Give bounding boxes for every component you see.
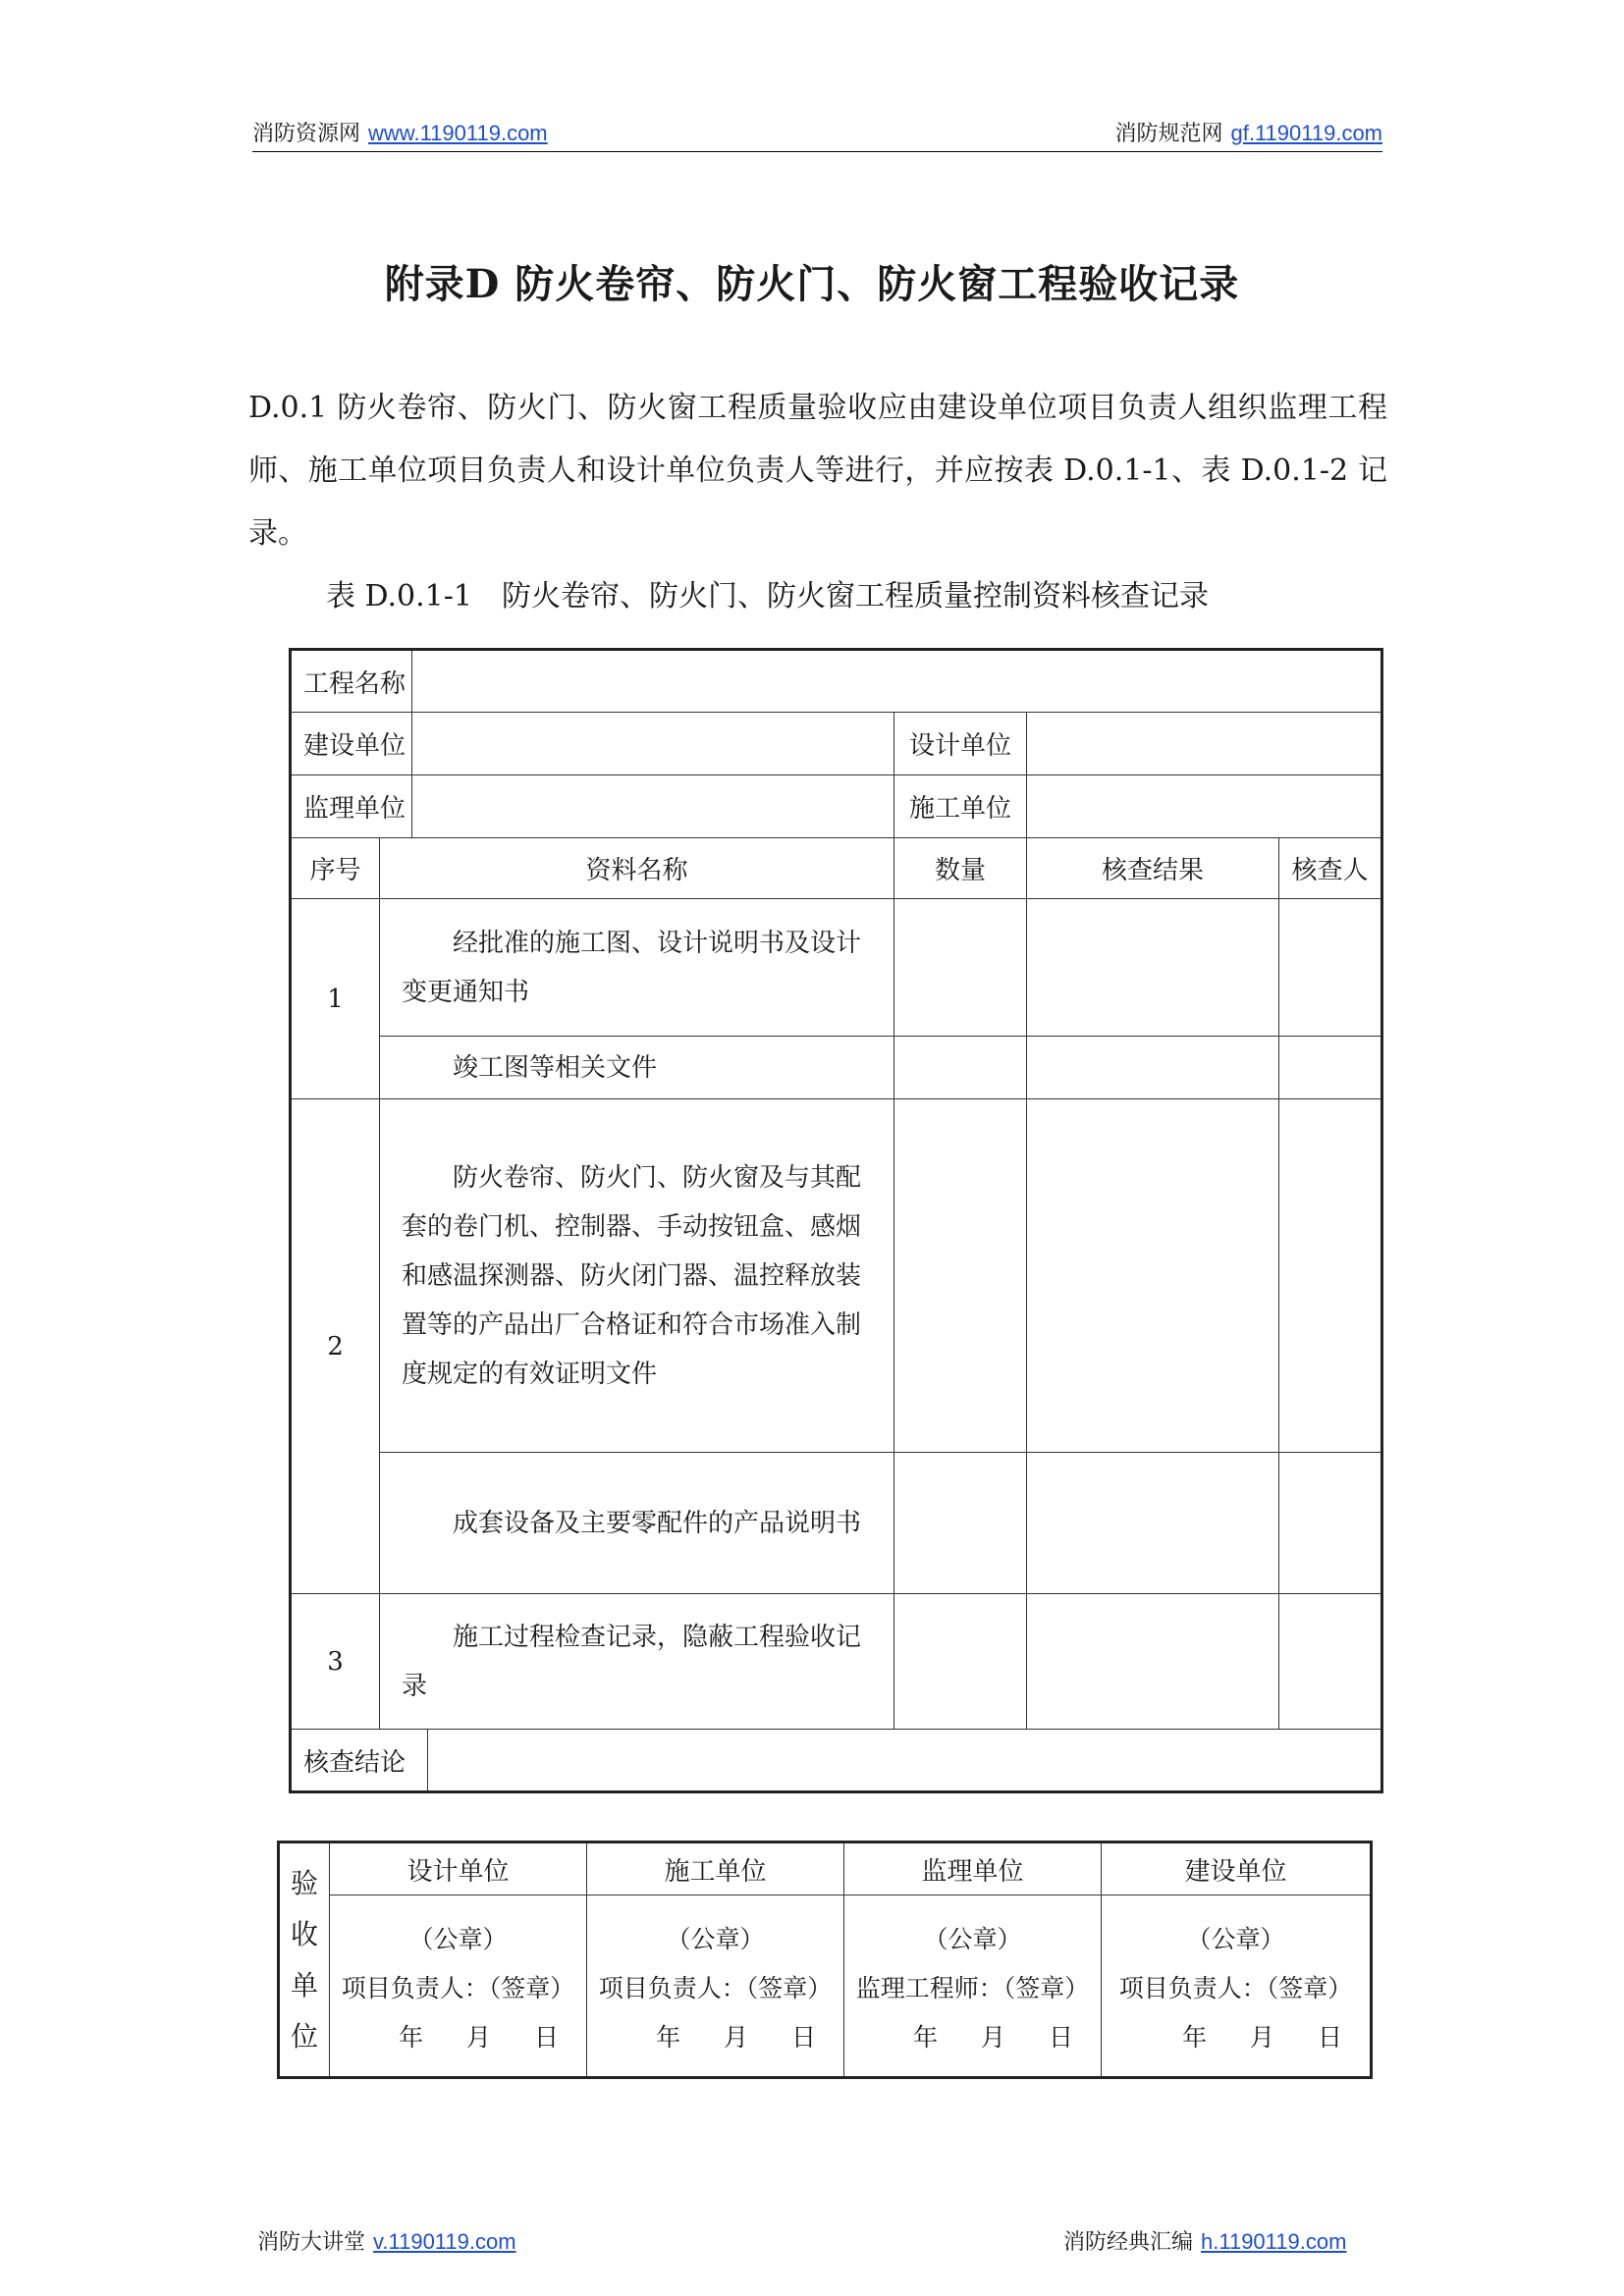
table-row	[291, 1037, 1382, 1099]
supervision-unit-label: 监理单位	[291, 775, 412, 838]
construction-unit-label: 建设单位	[291, 713, 412, 775]
footer-right-link[interactable]: h.1190119.com	[1201, 2229, 1347, 2254]
header-right	[1114, 117, 1382, 147]
acceptance-units-table	[277, 1841, 1373, 2079]
header-right-name: 消防规范网	[1114, 122, 1223, 146]
signer-text: 项目负责人：（签章）	[341, 1974, 575, 2002]
checker-cell[interactable]	[1279, 1594, 1382, 1730]
unit-design: 设计单位	[330, 1842, 587, 1896]
col-header-doc: 资料名称	[380, 838, 894, 899]
date-text: 年 月 日	[399, 2023, 576, 2052]
qty-cell[interactable]	[894, 1099, 1027, 1453]
table-row	[291, 1099, 1382, 1453]
qty-cell[interactable]	[894, 1037, 1027, 1099]
qty-cell[interactable]	[894, 899, 1027, 1037]
seal-text: （公章）	[666, 1925, 765, 1953]
review-record-table	[289, 648, 1383, 1793]
acceptance-units-side-label: 验 收 单 位	[279, 1842, 330, 2078]
qty-cell[interactable]	[894, 1594, 1027, 1730]
result-cell[interactable]	[1027, 899, 1279, 1037]
unit-supervision: 监理单位	[844, 1842, 1102, 1896]
signer-text: 项目负责人：（签章）	[598, 1974, 833, 2002]
signature-cell[interactable]	[587, 1896, 844, 2078]
checker-cell[interactable]	[1279, 1453, 1382, 1594]
doc-name: 经批准的施工图、设计说明书及设计变更通知书	[380, 899, 894, 1037]
builder-unit-field[interactable]	[1027, 775, 1382, 838]
project-name-field[interactable]	[412, 650, 1382, 713]
table-row	[291, 899, 1382, 1037]
footer-right	[1063, 2225, 1346, 2256]
date-text: 年 月 日	[1182, 2023, 1360, 2052]
footer-left-link[interactable]: v.1190119.com	[373, 2229, 516, 2254]
qty-cell[interactable]	[894, 1453, 1027, 1594]
checker-cell[interactable]	[1279, 1037, 1382, 1099]
table-row	[291, 1594, 1382, 1730]
col-header-checker: 核查人	[1279, 838, 1382, 899]
table-row	[291, 1453, 1382, 1594]
header-left	[252, 117, 548, 147]
header-left-name: 消防资源网	[252, 122, 361, 146]
result-cell[interactable]	[1027, 1453, 1279, 1594]
unit-builder: 施工单位	[587, 1842, 844, 1896]
col-header-no: 序号	[291, 838, 380, 899]
unit-construction: 建设单位	[1102, 1842, 1372, 1896]
construction-unit-field[interactable]	[412, 713, 894, 775]
seal-text: （公章）	[923, 1925, 1022, 1953]
table-caption: 表 D.0.1-1 防火卷帘、防火门、防火窗工程质量控制资料核查记录	[326, 579, 1209, 614]
design-unit-field[interactable]	[1027, 713, 1382, 775]
page-header	[252, 118, 1382, 152]
date-text: 年 月 日	[913, 2023, 1091, 2052]
col-header-result: 核查结果	[1027, 838, 1279, 899]
checker-cell[interactable]	[1279, 1099, 1382, 1453]
doc-name: 成套设备及主要零配件的产品说明书	[380, 1453, 894, 1594]
footer-left-name: 消防大讲堂	[257, 2230, 366, 2255]
checker-cell[interactable]	[1279, 899, 1382, 1037]
footer-right-name: 消防经典汇编	[1063, 2230, 1194, 2255]
doc-name: 防火卷帘、防火门、防火窗及与其配套的卷门机、控制器、手动按钮盒、感烟和感温探测器、防火闭门器、温控释放装置等的产品出厂合格证和符合市场准入制度规定的有效证明文件	[380, 1099, 894, 1453]
seal-text: （公章）	[408, 1925, 508, 1953]
date-text: 年 月 日	[656, 2023, 834, 2052]
header-left-link[interactable]: www.1190119.com	[368, 121, 548, 145]
result-cell[interactable]	[1027, 1037, 1279, 1099]
conclusion-label: 核查结论	[291, 1730, 428, 1792]
doc-name: 竣工图等相关文件	[380, 1037, 894, 1099]
supervision-unit-field[interactable]	[412, 775, 894, 838]
signer-text: 监理工程师：（签章）	[855, 1974, 1090, 2002]
project-name-label: 工程名称	[291, 650, 412, 713]
signature-cell[interactable]	[330, 1896, 587, 2078]
signer-text: 项目负责人：（签章）	[1118, 1974, 1353, 2002]
signature-cell[interactable]	[1102, 1896, 1372, 2078]
col-header-qty: 数量	[894, 838, 1027, 899]
header-right-link[interactable]: gf.1190119.com	[1230, 121, 1382, 145]
row-number: 1	[291, 899, 380, 1099]
row-number: 2	[291, 1099, 380, 1594]
footer-left	[257, 2225, 516, 2256]
doc-name: 施工过程检查记录，隐蔽工程验收记录	[380, 1594, 894, 1730]
design-unit-label: 设计单位	[894, 713, 1027, 775]
body-paragraph: D.0.1 防火卷帘、防火门、防火窗工程质量验收应由建设单位项目负责人组织监理工程师、施工单位项目负责人和设计单位负责人等进行，并应按表 D.0.1-1、表 D.0.1-2 记录。	[248, 391, 1387, 551]
signature-cell[interactable]	[844, 1896, 1102, 2078]
result-cell[interactable]	[1027, 1594, 1279, 1730]
page-title: 附录D 防火卷帘、防火门、防火窗工程验收记录	[384, 261, 1240, 307]
row-number: 3	[291, 1594, 380, 1730]
seal-text: （公章）	[1186, 1925, 1285, 1953]
builder-unit-label: 施工单位	[894, 775, 1027, 838]
conclusion-field[interactable]	[428, 1730, 1382, 1792]
result-cell[interactable]	[1027, 1099, 1279, 1453]
